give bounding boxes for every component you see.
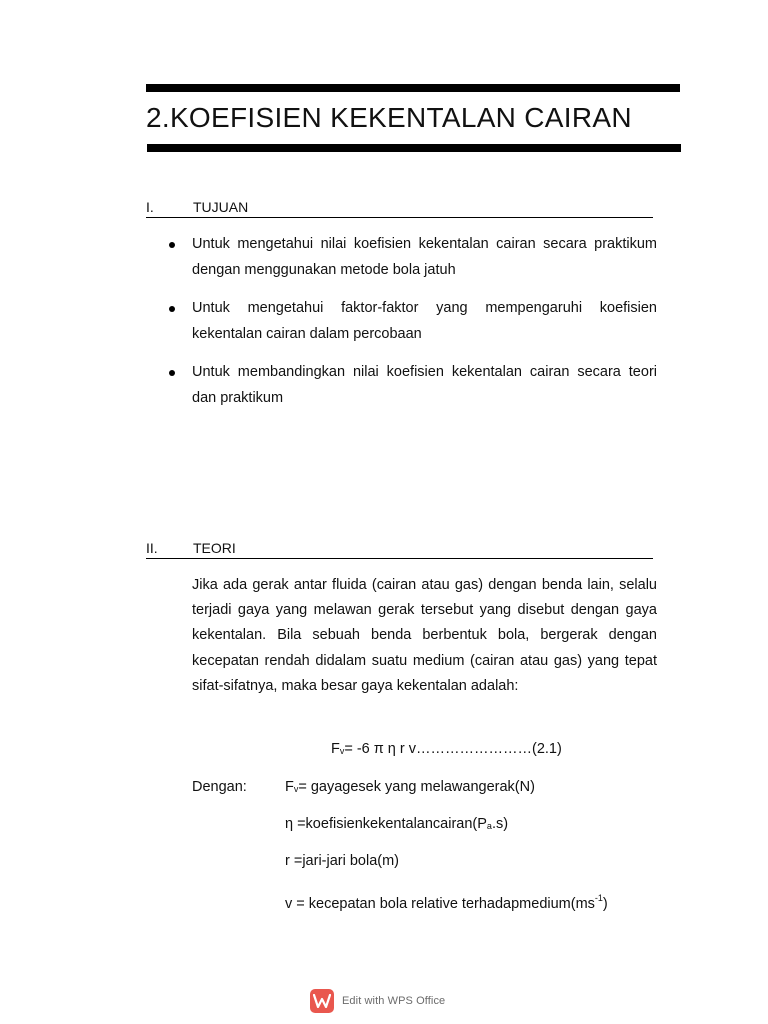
- formula-lhs: F: [331, 741, 340, 757]
- formula-2-1: [331, 739, 562, 761]
- section-label: TUJUAN: [193, 199, 249, 215]
- definition-fv: [285, 777, 535, 799]
- fv-text: = gayagesek yang melawangerak(N): [298, 779, 535, 795]
- section-label: TEORI: [193, 540, 236, 556]
- section-heading-tujuan: [146, 199, 653, 218]
- section-number: I.: [146, 199, 154, 215]
- dengan-label: Dengan:: [192, 779, 247, 795]
- v-end: ): [602, 896, 608, 912]
- list-item-text: Untuk mengetahui nilai koefisien kekentalan cairan secara praktikum dengan menggunakan metode bola jatuh: [192, 236, 657, 278]
- wps-edit-text[interactable]: Edit with WPS Office: [342, 995, 446, 1007]
- definition-r: r =jari-jari bola(m): [285, 853, 400, 869]
- eta-end: .s): [491, 816, 509, 832]
- bullet-icon: [169, 370, 175, 376]
- formula-lhs-subscript: v: [339, 746, 345, 756]
- list-item-text: Untuk mengetahui faktor-faktor yang mempengaruhi koefisien kekentalan cairan dalam percobaan: [192, 300, 657, 342]
- list-item-text: Untuk membandingkan nilai koefisien kekentalan cairan secara teori dan praktikum: [192, 364, 657, 406]
- list-item: [192, 296, 657, 347]
- list-item: [192, 360, 657, 411]
- bullet-icon: [169, 306, 175, 312]
- top-rule: [146, 84, 680, 92]
- eta-text: η =koefisienkekentalancairan(P: [285, 816, 487, 832]
- v-superscript: -1: [594, 893, 603, 903]
- page-title: 2.KOEFISIEN KEKENTALAN CAIRAN: [146, 102, 632, 133]
- list-item: [192, 232, 657, 283]
- definition-v: [285, 888, 608, 914]
- formula-rhs: = -6 π η r v……………………(2.1): [344, 741, 562, 757]
- definition-eta: [285, 814, 508, 836]
- wps-edit-badge[interactable]: [310, 989, 445, 1013]
- section-heading-teori: [146, 540, 653, 559]
- teori-paragraph: Jika ada gerak antar fluida (cairan atau gas) dengan benda lain, selalu terjadi gaya yang melawan gerak tersebut yang disebut dengan gaya kekentalan. Bila sebuah benda berbentuk bola, bergerak dengan kecepatan rendah didalam suatu medium (cairan atau gas) yang tepat sifat-sifatnya, maka besar gaya kekentalan adalah:: [192, 577, 657, 694]
- bottom-rule: [147, 144, 681, 152]
- v-text: v = kecepatan bola relative terhadapmedium(ms: [285, 896, 595, 912]
- section-number: II.: [146, 540, 158, 556]
- fv-symbol: F: [285, 779, 294, 795]
- eta-subscript: a: [486, 821, 492, 831]
- bullet-icon: [169, 242, 175, 248]
- fv-subscript: v: [293, 784, 299, 794]
- wps-logo-icon: [310, 989, 334, 1013]
- tujuan-list: [192, 232, 657, 424]
